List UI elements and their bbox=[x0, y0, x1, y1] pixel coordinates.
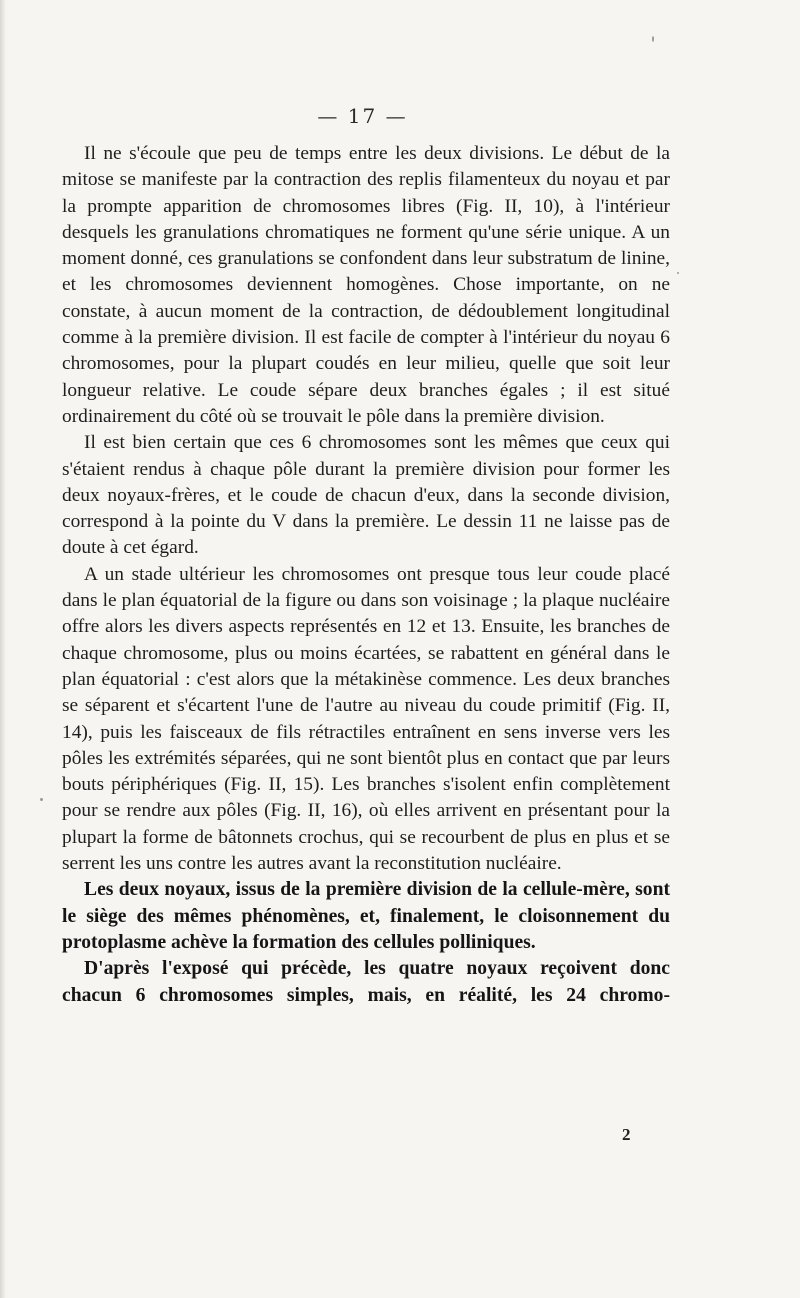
paragraph-3: A un stade ultérieur les chromosomes ont presque tous leur coude placé dans le plan équatorial de la figure ou dans son voisinage ; la plaque nucléaire offre alors les divers aspects représentés en 12 et 13. Ensuite, les branches de chaque chromosome, plus ou moins écartées, se rabattent en général dans le plan équatorial : c'est alors que la métakinèse commence. Les deux branches se séparent et s'écartent l'une de l'autre au niveau du coude primitif (Fig. II, 14), puis les faisceaux de fils rétractiles entraînent en sens inverse vers les pôles les extrémités séparées, qui ne sont bientôt plus en contact que par leurs bouts périphériques (Fig. II, 15). Les branches s'isolent enfin complètement pour se rendre aux pôles (Fig. II, 16), où elles arrivent en présentant pour la plupart la forme de bâtonnets crochus, qui se recourbent de plus en plus et se serrent les uns contre les autres avant la reconstitution nucléaire. bbox=[62, 563, 670, 875]
scan-speck bbox=[40, 798, 43, 801]
signature-mark: 2 bbox=[622, 1125, 631, 1144]
bold-paragraphs bbox=[62, 877, 670, 1008]
paragraph-1: Il ne s'écoule que peu de temps entre les deux divisions. Le début de la mitose se manifeste par la contraction des replis filamenteux du noyau et par la prompte apparition de chromosomes libres (Fig. II, 10), à l'intérieur desquels les granulations chromatiques ne forment qu'une série unique. A un moment donné, ces granulations se confondent dans leur substratum de linine, et les chromosomes deviennent homogènes. Chose importante, on ne constate, à aucun moment de la contraction, de dédoublement longitudinal comme à la première division. Il est facile de compter à l'intérieur du noyau 6 chromosomes, pour la plupart coudés en leur milieu, quelle que soit leur longueur relative. Le coude sépare deux branches égales ; il est situé ordinairement du côté où se trouvait le pôle dans la première division. bbox=[62, 143, 670, 427]
paragraph-2: Il est bien certain que ces 6 chromosomes sont les mêmes que ceux qui s'étaient rendus à chaque pôle durant la première division pour former les deux noyaux-frères, et le coude de chacun d'eux, dans la seconde division, correspond à la pointe du V dans la première. Le dessin 11 ne laisse pas de doute à cet égard. bbox=[62, 432, 670, 559]
paragraph-5: D'après l'exposé qui précède, les quatre noyaux reçoivent donc chacun 6 chromosomes simples, mais, en réalité, les 24 chromo- bbox=[62, 958, 670, 1006]
page-number: — 17 — bbox=[317, 104, 408, 128]
scan-speck bbox=[652, 36, 654, 42]
paragraph-4: Les deux noyaux, issus de la première division de la cellule-mère, sont le siège des mêmes phénomènes, et, finalement, le cloisonnement du protoplasme achève la formation des cellules polliniques. bbox=[62, 879, 670, 953]
scan-speck bbox=[677, 272, 679, 274]
body-text bbox=[62, 141, 670, 1009]
